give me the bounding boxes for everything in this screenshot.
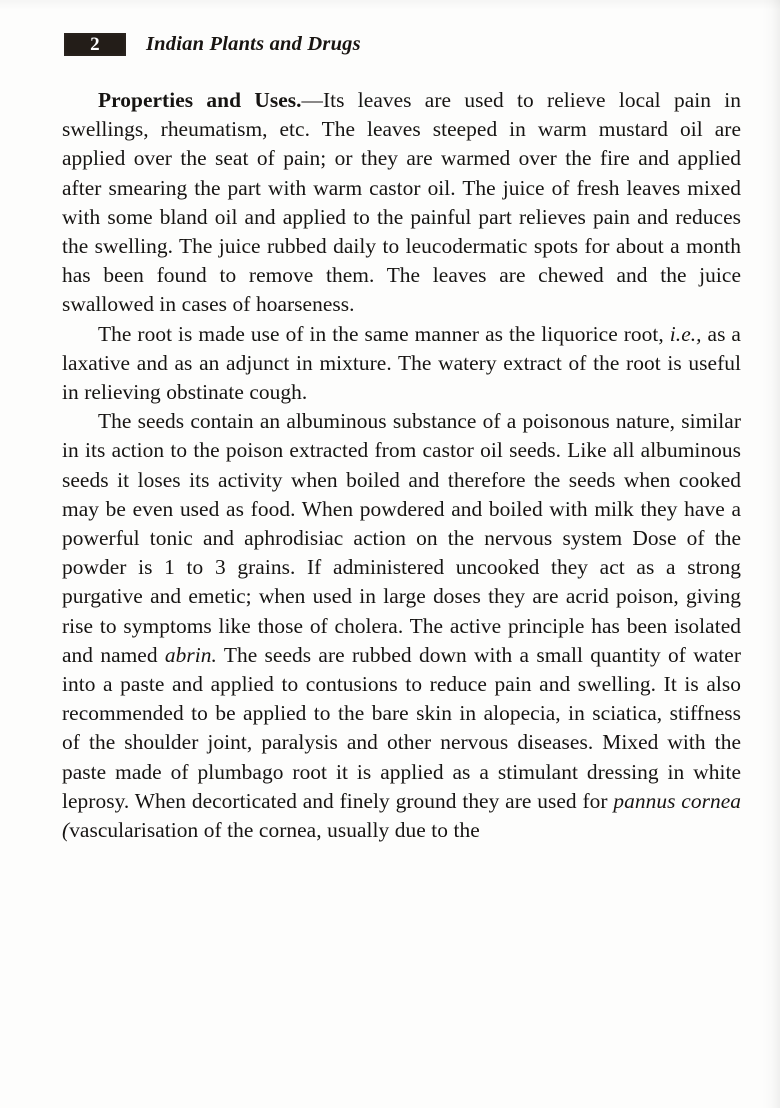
- paragraph-the-root: [62, 320, 741, 408]
- paragraph-lead-label: Properties and Uses.: [98, 88, 302, 112]
- page-number-box: [64, 33, 126, 56]
- paragraph-the-seeds: [62, 407, 741, 845]
- running-title: Indian Plants and Drugs: [146, 33, 361, 55]
- body-text-run: The seeds are rubbed down with a small quantity of water into a paste and applied to contusions to reduce pain and swelling. It is also recommended to be applied to the bare skin in alopecia, in sciatica, stiffness of the shoulder joint, paralysis and other nervous diseases. Mixed with the paste made of plumbago root it is applied as a stimulant dressing in white leprosy. When decorticated and finely ground they are used for: [62, 642, 741, 813]
- page-number: 2: [90, 34, 100, 55]
- body-text-run: vascularisation of the cornea, usually due to the: [69, 818, 480, 843]
- body-text-column: [62, 86, 741, 845]
- emphasised-text: abrin.: [164, 642, 217, 667]
- body-text-run: The seeds contain an albuminous substance of a poisonous nature, similar in its action to the poison extracted from castor oil seeds. Like all albuminous seeds it loses its activity when boiled and therefore the seeds when cooked may be even used as food. When powdered and boiled with milk they have a powerful tonic and aphrodisiac action on the nervous system Dose of the powder is 1 to 3 grains. If administered uncooked they act as a strong purgative and emetic; when used in large doses they are acrid poison, giving rise to symptoms like those of cholera. The active principle has been isolated and named: [62, 409, 741, 667]
- scan-shadow-top: [0, 0, 780, 10]
- running-head: [64, 33, 361, 56]
- paragraph-properties-and-uses: [62, 86, 741, 320]
- scan-shadow-right: [762, 0, 780, 1108]
- emphasised-text: i.e.,: [669, 321, 702, 346]
- body-text-run: as a laxative and as an adjunct in mixture. The watery extract of the root is useful in relieving obstinate cough.: [62, 321, 741, 405]
- body-text-run: The root is made use of in the same manner as the liquorice root,: [98, 321, 670, 346]
- body-text-run: —Its leaves are used to relieve local pain in swellings, rheumatism, etc. The leaves steeped in warm mustard oil are applied over the seat of pain; or they are warmed over the fire and applied after smearing the part with warm castor oil. The juice of fresh leaves mixed with some bland oil and applied to the painful part relieves pain and reduces the swelling. The juice rubbed daily to leucodermatic spots for about a month has been found to remove them. The leaves are chewed and the juice swallowed in cases of hoarseness.: [62, 88, 741, 317]
- emphasised-text: pannus cornea (: [62, 788, 741, 843]
